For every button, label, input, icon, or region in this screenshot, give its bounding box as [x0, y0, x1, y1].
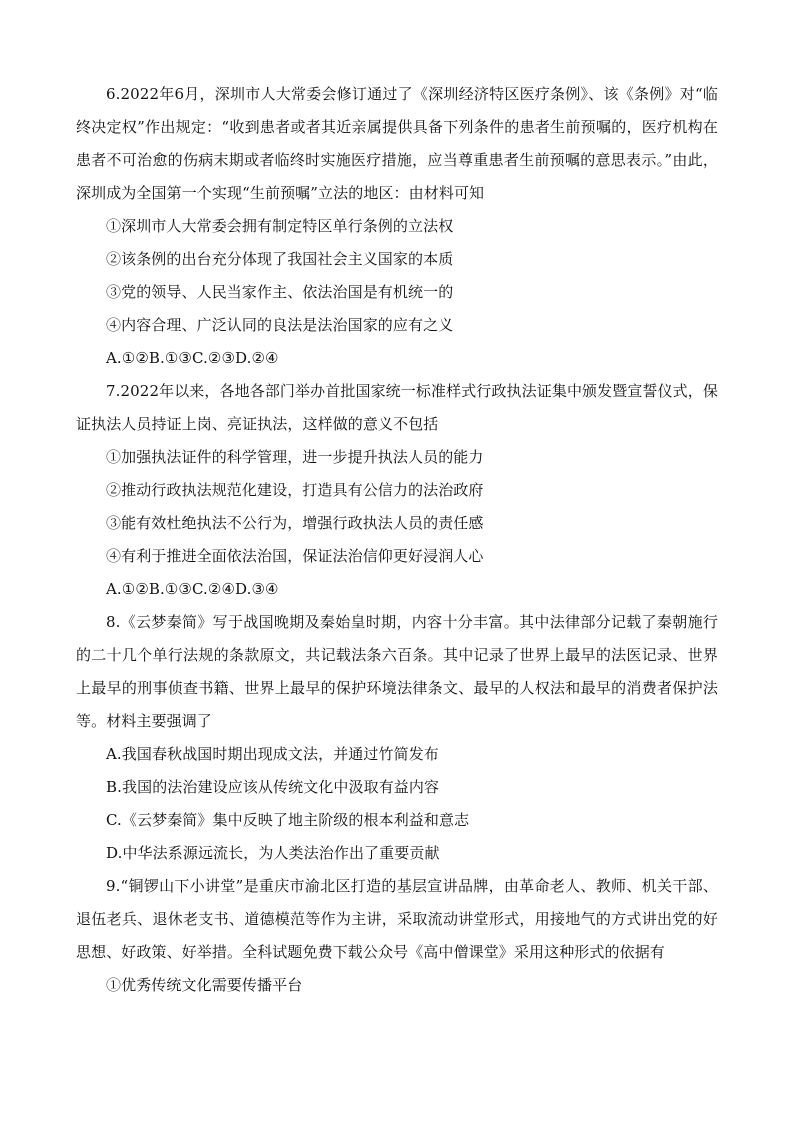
question-6-item-3: ③党的领导、人民当家作主、依法治国是有机统一的 [106, 283, 454, 301]
question-6-item-2: ②该条例的出台充分体现了我国社会主义国家的本质 [106, 250, 454, 268]
question-8-option-c: C.《云梦秦简》集中反映了地主阶级的根本利益和意志 [106, 811, 470, 829]
question-7-item-4: ④有利于推进全面依法治国，保证法治信仰更好浸润人心 [106, 547, 484, 565]
question-9-stem: 9.“铜锣山下小讲堂”是重庆市渝北区打造的基层宣讲品牌，由革命老人、教师、机关干部、退伍老兵、退休老支书、道德模范等作为主讲，采取流动讲堂形式，用接地气的方式讲出党的好思想、好政策、好举措。全科试题免费下载公众号《高中僧课堂》采用这种形式的依据有 [76, 877, 718, 961]
question-content [76, 78, 718, 1002]
question-6-stem: 6.2022年6月，深圳市人大常委会修订通过了《深圳经济特区医疗条例》、该《条例》对“临终决定权”作出规定：“收到患者或者其近亲属提供具备下列条件的患者生前预嘱的，医疗机构在患者不可治愈的伤病末期或者临终时实施医疗措施，应当尊重患者生前预嘱的意思表示。”由此，深圳成为全国第一个实现“生前预嘱”立法的地区：由材料可知 [76, 85, 718, 202]
question-7-choices: A.①②B.①③C.②④D.③④ [106, 580, 279, 598]
question-8-option-b: B.我国的法治建设应该从传统文化中汲取有益内容 [106, 778, 440, 796]
question-7-item-3: ③能有效杜绝执法不公行为，增强行政执法人员的责任感 [106, 514, 484, 532]
question-8-stem: 8.《云梦秦简》写于战国晚期及秦始皇时期，内容十分丰富。其中法律部分记载了秦朝施行的二十几个单行法规的条款原文，共记载法条六百条。其中记录了世界上最早的法医记录、世界上最早的刑事侦查书籍、世界上最早的保护环境法律条文、最早的人权法和最早的消费者保护法等。材料主要强调了 [76, 613, 718, 730]
question-9-item-1: ①优秀传统文化需要传播平台 [106, 976, 303, 994]
question-6-item-4: ④内容合理、广泛认同的良法是法治国家的应有之义 [106, 316, 454, 334]
question-7-item-2: ②推动行政执法规范化建设，打造具有公信力的法治政府 [106, 481, 484, 499]
question-8-option-d: D.中华法系源远流长，为人类法治作出了重要贡献 [106, 844, 440, 862]
question-8-option-a: A.我国春秋战国时期出现成文法，并通过竹简发布 [106, 745, 439, 763]
question-7-stem: 7.2022年以来，各地各部门举办首批国家统一标准样式行政执法证集中颁发暨宣誓仪式，保证执法人员持证上岗、亮证执法，这样做的意义不包括 [76, 382, 718, 433]
question-6-choices: A.①②B.①③C.②③D.②④ [106, 349, 279, 367]
question-6-item-1: ①深圳市人大常委会拥有制定特区单行条例的立法权 [106, 217, 454, 235]
question-7-item-1: ①加强执法证件的科学管理，进一步提升执法人员的能力 [106, 448, 484, 466]
